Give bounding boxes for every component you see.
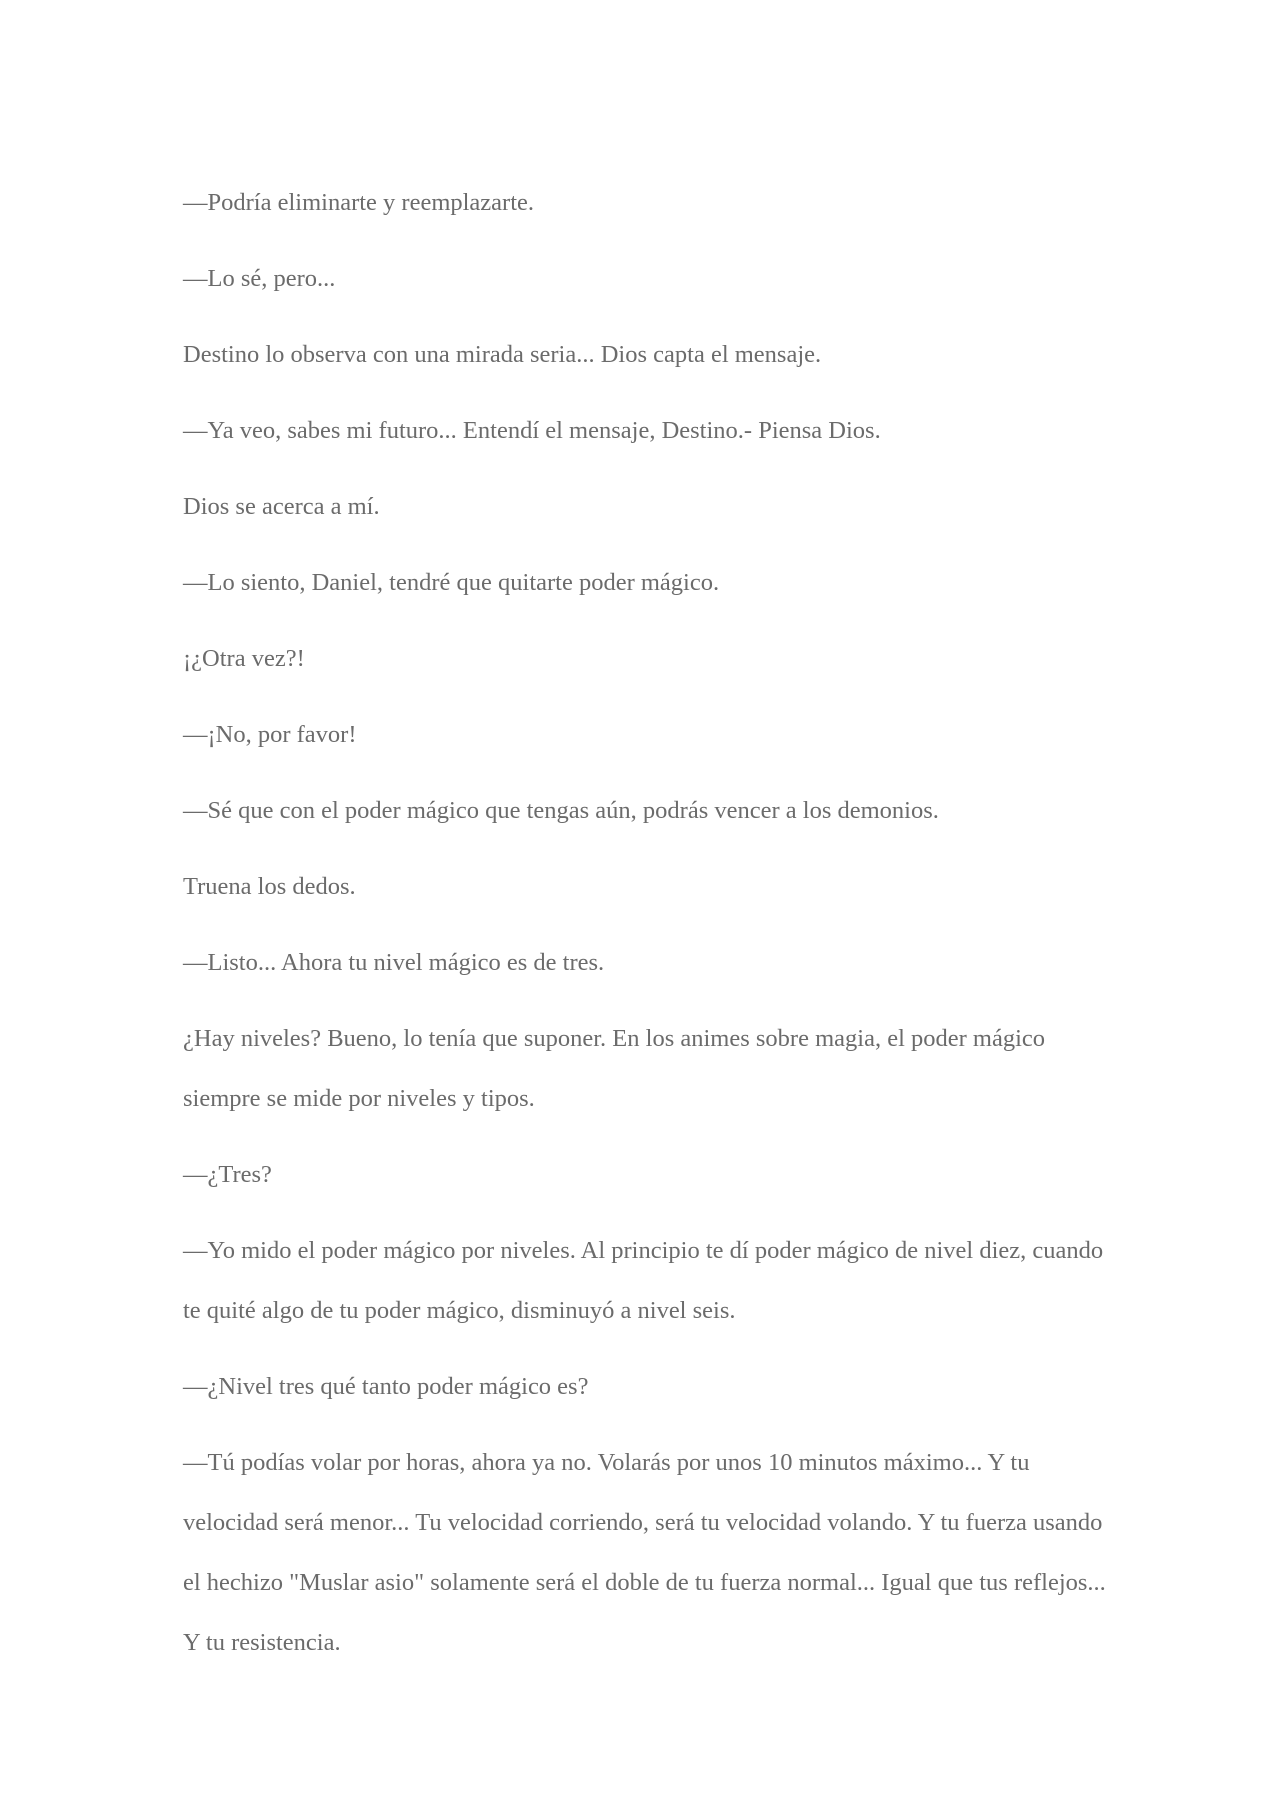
- thought-line: ¡¿Otra vez?!: [183, 645, 305, 672]
- dialogue-paragraph: —Tú podías volar por horas, ahora ya no. Volarás por unos 10 minutos máximo... Y tu velocidad será menor... Tu velocidad corriendo, será tu velocidad volando. Y tu fuerza usando el hechizo "Muslar asio" solamente será el doble de tu fuerza normal... Igual que tus reflejos... Y tu resistencia.: [183, 1449, 1106, 1656]
- document-body: [183, 173, 1113, 1689]
- dialogue-line: —Lo siento, Daniel, tendré que quitarte poder mágico.: [183, 569, 720, 596]
- dialogue-paragraph: —Yo mido el poder mágico por niveles. Al principio te dí poder mágico de nivel diez, cuando te quité algo de tu poder mágico, disminuyó a nivel seis.: [183, 1237, 1104, 1324]
- dialogue-line: —Ya veo, sabes mi futuro... Entendí el mensaje, Destino.- Piensa Dios.: [183, 417, 881, 444]
- narration-paragraph: ¿Hay niveles? Bueno, lo tenía que suponer. En los animes sobre magia, el poder mágico siempre se mide por niveles y tipos.: [183, 1025, 1046, 1112]
- dialogue-line: —Podría eliminarte y reemplazarte.: [183, 189, 535, 216]
- dialogue-line: —Listo... Ahora tu nivel mágico es de tres.: [183, 949, 605, 976]
- dialogue-line: —¿Nivel tres qué tanto poder mágico es?: [183, 1373, 589, 1400]
- dialogue-line: —¡No, por favor!: [183, 721, 357, 748]
- dialogue-line: —Sé que con el poder mágico que tengas aún, podrás vencer a los demonios.: [183, 797, 939, 824]
- dialogue-line: —¿Tres?: [183, 1161, 272, 1188]
- narration-line: Dios se acerca a mí.: [183, 493, 380, 520]
- dialogue-line: —Lo sé, pero...: [183, 265, 336, 292]
- narration-line: Destino lo observa con una mirada seria... Dios capta el mensaje.: [183, 341, 822, 368]
- narration-line: Truena los dedos.: [183, 873, 356, 900]
